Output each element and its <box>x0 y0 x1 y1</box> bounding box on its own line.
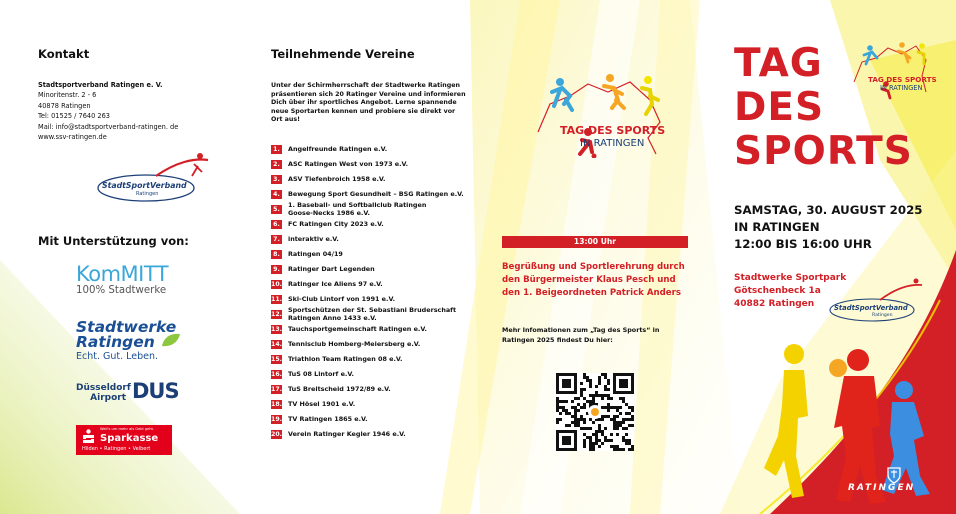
contact-column <box>38 0 238 514</box>
club-number: 20. <box>271 431 282 439</box>
ssv-logo-name: StadtSportVerband <box>102 181 187 190</box>
cover-column <box>734 0 944 514</box>
stadtwerke-logo <box>76 320 216 364</box>
club-list <box>271 142 471 442</box>
contact-mail[interactable]: Mail: info@stadtsportverband-ratingen. de <box>38 122 179 131</box>
club-item <box>271 247 471 262</box>
clubs-heading: Teilnehmende Vereine <box>271 47 415 61</box>
contact-details <box>38 80 178 142</box>
more-info-text: Mehr Infomationen zum „Tag des Sports“ in Ratingen 2025 findest Du hier: <box>502 326 660 345</box>
sparkasse-tagline: Weil's um mehr als Geld geht. <box>100 427 155 431</box>
ssv-logo <box>96 150 216 210</box>
airport-code: DUS <box>132 379 179 403</box>
ratingen-city-logo <box>846 466 942 502</box>
club-name: Ratingen 04/19 <box>288 249 343 258</box>
club-name: Tennisclub Homberg-Meiersberg e.V. <box>288 339 421 348</box>
airport-logo <box>76 379 216 408</box>
club-item <box>271 157 471 172</box>
contact-web[interactable]: www.ssv-ratingen.de <box>38 133 107 142</box>
club-number: 16. <box>271 371 282 379</box>
club-number: 7. <box>271 235 282 244</box>
club-name: Verein Ratinger Kegler 1946 e.V. <box>288 429 406 438</box>
qr-code[interactable] <box>556 373 634 451</box>
club-item <box>271 307 471 322</box>
club-name: ASV Tiefenbroich 1958 e.V. <box>288 174 386 183</box>
cover-date: SAMSTAG, 30. AUGUST 2025 <box>734 203 923 217</box>
club-number: 1. <box>271 145 282 154</box>
club-name: TV Ratingen 1865 e.V. <box>288 414 368 423</box>
ssv-logo-swoosh <box>96 150 216 210</box>
cover-ssv-logo <box>828 276 928 326</box>
cover-date-block <box>734 202 923 253</box>
cover-logo-line1: TAG DES SPORTS <box>868 75 937 84</box>
ratingen-crest-icon <box>886 466 902 484</box>
sparkasse-logo <box>76 425 172 455</box>
club-name: Triathlon Team Ratingen 08 e.V. <box>288 354 403 363</box>
club-number: 8. <box>271 250 282 259</box>
event-logo <box>530 74 670 158</box>
venue-street: Götschenbeck 1a <box>734 286 821 296</box>
event-logo-line2: IN RATINGEN <box>580 138 645 149</box>
stadtwerke-line1: Stadtwerke <box>76 318 177 336</box>
club-number: 11. <box>271 296 282 304</box>
club-item <box>271 322 471 337</box>
stadtwerke-leaf-icon <box>160 332 182 348</box>
contact-city: 40878 Ratingen <box>38 101 91 110</box>
club-name: FC Ratingen City 2023 e.V. <box>288 219 384 228</box>
clubs-intro: Unter der Schirmherrschaft der Stadtwerke Ratingen präsentieren sich 20 Ratinger Vereine und informieren Dich über ihr sportliches Angebot. Lerne spannende neue Sportarten kennen und probiere sie direkt vor Ort aus! <box>271 82 466 124</box>
club-item <box>271 367 471 382</box>
club-number: 4. <box>271 190 282 199</box>
club-item <box>271 382 471 397</box>
club-name: 1. Baseball- und Softballclub Ratingen Goose-Necks 1986 e.V. <box>288 201 427 217</box>
event-logo-line1: TAG DES SPORTS <box>560 124 666 137</box>
cover-logo-line2: IN RATINGEN <box>880 84 923 92</box>
club-number: 6. <box>271 220 282 229</box>
kommitt-logo <box>76 263 168 297</box>
ssv-logo-sub: Ratingen <box>136 191 159 197</box>
club-name: Ski-Club Lintorf von 1991 e.V. <box>288 294 395 303</box>
cover-title-line3: SPORTS <box>734 129 913 174</box>
club-name: interaktiv e.V. <box>288 234 339 243</box>
contact-heading: Kontakt <box>38 47 90 61</box>
cover-ssv-sub: Ratingen <box>872 313 893 318</box>
contact-phone: Tel: 01525 / 7640 263 <box>38 112 110 121</box>
club-item <box>271 352 471 367</box>
club-number: 13. <box>271 326 282 334</box>
club-item <box>271 187 471 202</box>
cover-ssv-swoosh <box>828 276 928 326</box>
contact-org: Stadtsportverband Ratingen e. V. <box>38 81 163 89</box>
club-item <box>271 412 471 427</box>
program-column <box>502 0 692 514</box>
venue-name: Stadtwerke Sportpark <box>734 273 847 283</box>
club-item <box>271 337 471 352</box>
cover-title-line2: DES <box>734 85 825 130</box>
club-name: TuS Breitscheid 1972/89 e.V. <box>288 384 391 393</box>
ratingen-city-name: RATINGEN <box>848 483 916 493</box>
club-name: Ratinger Dart Legenden <box>288 264 375 273</box>
venue-city: 40882 Ratingen <box>734 299 815 309</box>
club-number: 3. <box>271 175 282 184</box>
club-name: Sportschützen der St. Sebastiani Bruderschaft Ratingen Anno 1433 e.V. <box>288 306 457 322</box>
sparkasse-s-icon <box>82 429 95 443</box>
club-number: 19. <box>271 416 282 424</box>
cover-ssv-name: StadtSportVerband <box>834 304 908 312</box>
cover-title-line1: TAG <box>734 41 823 86</box>
club-name: Angelfreunde Ratingen e.V. <box>288 144 388 153</box>
club-number: 12. <box>271 311 282 319</box>
cover-event-logo <box>850 42 937 100</box>
club-name: TV Hösel 1901 e.V. <box>288 399 356 408</box>
club-item <box>271 232 471 247</box>
club-name: Ratinger Ice Aliens 97 e.V. <box>288 279 383 288</box>
club-number: 15. <box>271 356 282 364</box>
club-number: 18. <box>271 401 282 409</box>
clubs-column <box>271 0 471 514</box>
program-time: 13:00 Uhr <box>502 236 688 248</box>
club-item <box>271 397 471 412</box>
club-number: 17. <box>271 386 282 394</box>
airport-line2: Airport <box>90 393 126 403</box>
airport-line1: Düsseldorf <box>76 383 131 393</box>
club-item <box>271 217 471 232</box>
club-number: 5. <box>271 205 282 214</box>
kommitt-sub: 100% Stadtwerke <box>76 285 167 296</box>
club-item <box>271 172 471 187</box>
support-heading: Mit Unterstützung von: <box>38 234 189 248</box>
club-item <box>271 427 471 442</box>
contact-street: Minoritenstr. 2 - 6 <box>38 91 97 100</box>
club-name: Tauchsportgemeinschaft Ratingen e.V. <box>288 324 427 333</box>
kommitt-name: KomMITT <box>76 262 169 286</box>
club-name: ASC Ratingen West von 1973 e.V. <box>288 159 409 168</box>
stadtwerke-slogan: Echt. Gut. Leben. <box>76 351 159 362</box>
club-number: 9. <box>271 265 282 274</box>
club-item <box>271 292 471 307</box>
club-item <box>271 142 471 157</box>
club-number: 10. <box>271 281 282 289</box>
cover-time: 12:00 BIS 16:00 UHR <box>734 237 872 251</box>
club-number: 14. <box>271 341 282 349</box>
club-name: TuS 08 Lintorf e.V. <box>288 369 354 378</box>
club-item <box>271 202 471 217</box>
sparkasse-sub: Hilden • Ratingen • Velbert <box>82 446 151 452</box>
stadtwerke-line2: Ratingen <box>76 333 155 351</box>
club-item <box>271 262 471 277</box>
sparkasse-name: Sparkasse <box>100 433 159 444</box>
club-number: 2. <box>271 160 282 169</box>
cover-place: IN RATINGEN <box>734 220 820 234</box>
program-greeting: Begrüßung und Sportlerehrung durch den Bürgermeister Klaus Pesch und den 1. Beigeordneten Patrick Anders <box>502 262 685 298</box>
club-item <box>271 277 471 292</box>
club-name: Bewegung Sport Gesundheit – BSG Ratingen e.V. <box>288 189 464 198</box>
